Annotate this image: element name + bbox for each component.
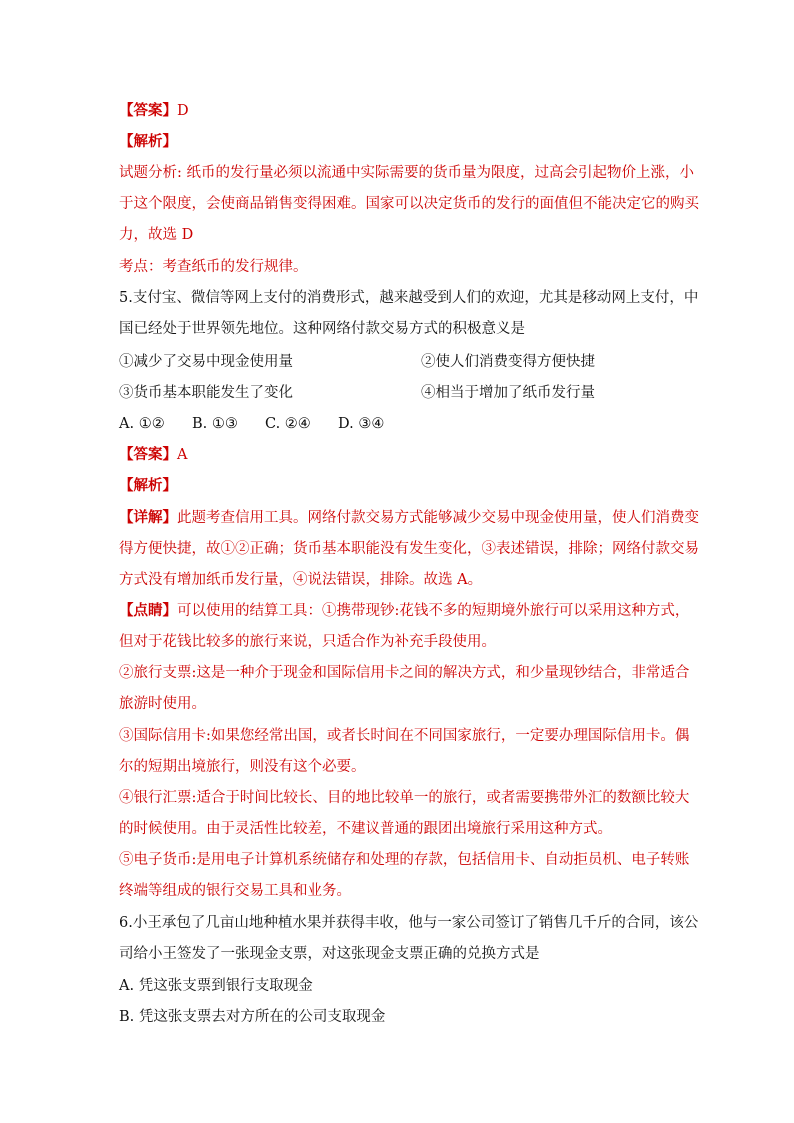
q5-item-1: ①减少了交易中现金使用量 — [119, 354, 293, 370]
q5-options — [119, 414, 384, 434]
q4-analysis-line-2: 于这个限度，会使商品销售变得困难。国家可以决定货币的发行的面值但不能决定它的购买 — [119, 196, 699, 212]
q4-answer-tag: 【答案】 — [119, 102, 177, 119]
q4-analysis-tag: 【解析】 — [119, 133, 177, 150]
q5-stem-line-1: 5.支付宝、微信等网上支付的消费形式，越来越受到人们的欢迎，尤其是移动网上支付，中 — [119, 290, 699, 306]
q5-point-line-10: 终端等组成的银行交易工具和业务。 — [119, 883, 351, 899]
q5-detail-tag: 【详解】 — [119, 509, 177, 526]
q5-detail-text-1: 此题考查信用工具。网络付款交易方式能够减少交易中现金使用量，使人们消费变 — [177, 510, 699, 526]
q4-answer-line — [119, 101, 189, 121]
q5-point-text-1: 可以使用的结算工具：①携带现钞:花钱不多的短期境外旅行可以采用这种方式， — [177, 603, 690, 619]
q5-detail-line-3: 方式没有增加纸币发行量，④说法错误，排除。故选 A。 — [119, 572, 483, 588]
q5-point-line-8: 的时候使用。由于灵活性比较差，不建议普通的跟团出境旅行采用这种方式。 — [119, 821, 612, 837]
q4-analysis-line-1: 试题分析: 纸币的发行量必须以流通中实际需要的货币量为限度，过高会引起物价上涨，小 — [119, 165, 694, 181]
q5-option-a: A. ①② — [119, 416, 165, 432]
q5-option-d: D. ③④ — [338, 416, 385, 432]
q5-answer-tag: 【答案】 — [119, 446, 177, 463]
q5-analysis-tag: 【解析】 — [119, 477, 177, 494]
q5-detail-line-2: 得方便快捷，故①②正确；货币基本职能没有发生变化，③表述错误，排除；网络付款交易 — [119, 541, 699, 557]
q5-point-line-4: 旅游时使用。 — [119, 696, 206, 712]
q5-point-line-7: ④银行汇票:适合于时间比较长、目的地比较单一的旅行，或者需要携带外汇的数额比较大 — [119, 790, 690, 806]
q6-stem-line-2: 司给小王签发了一张现金支票，对这张现金支票正确的兑换方式是 — [119, 946, 540, 962]
q5-point-line-1 — [119, 601, 689, 621]
q5-answer-value: A — [177, 447, 188, 463]
q5-point-line-9: ⑤电子货币:是用电子计算机系统储存和处理的存款，包括信用卡、自动拒员机、电子转账 — [119, 852, 690, 868]
q5-detail-line-1 — [119, 508, 699, 528]
q4-analysis-line-3: 力，故选 D — [119, 227, 194, 243]
q6-option-b: B. 凭这张支票去对方所在的公司支取现金 — [119, 1009, 386, 1025]
q5-point-line-2: 但对于花钱比较多的旅行来说，只适合作为补充手段使用。 — [119, 634, 496, 650]
q5-answer-line — [119, 445, 187, 465]
q6-stem-line-1: 6.小王承包了几亩山地种植水果并获得丰收，他与一家公司签订了销售几千斤的合同，该公 — [119, 915, 699, 931]
q5-point-line-3: ②旅行支票:这是一种介于现金和国际信用卡之间的解决方式，和少量现钞结合，非常适合 — [119, 665, 690, 681]
q5-item-3: ③货币基本职能发生了变化 — [119, 385, 293, 401]
q5-point-line-5: ③国际信用卡:如果您经常出国，或者长时间在不同国家旅行，一定要办理国际信用卡。偶 — [119, 728, 690, 744]
q5-point-tag: 【点睛】 — [119, 602, 177, 619]
q5-option-b: B. ①③ — [192, 416, 238, 432]
q4-answer-value: D — [177, 103, 189, 119]
q5-item-2: ②使人们消费变得方便快捷 — [421, 354, 595, 370]
q5-option-c: C. ②④ — [265, 416, 311, 432]
q5-point-line-6: 尔的短期出境旅行，则没有这个必要。 — [119, 759, 366, 775]
q5-stem-line-2: 国已经处于世界领先地位。这种网络付款交易方式的积极意义是 — [119, 321, 525, 337]
q6-option-a: A. 凭这张支票到银行支取现金 — [119, 978, 313, 994]
q4-kaodian: 考点：考查纸币的发行规律。 — [119, 259, 308, 275]
q5-item-4: ④相当于增加了纸币发行量 — [421, 385, 595, 401]
